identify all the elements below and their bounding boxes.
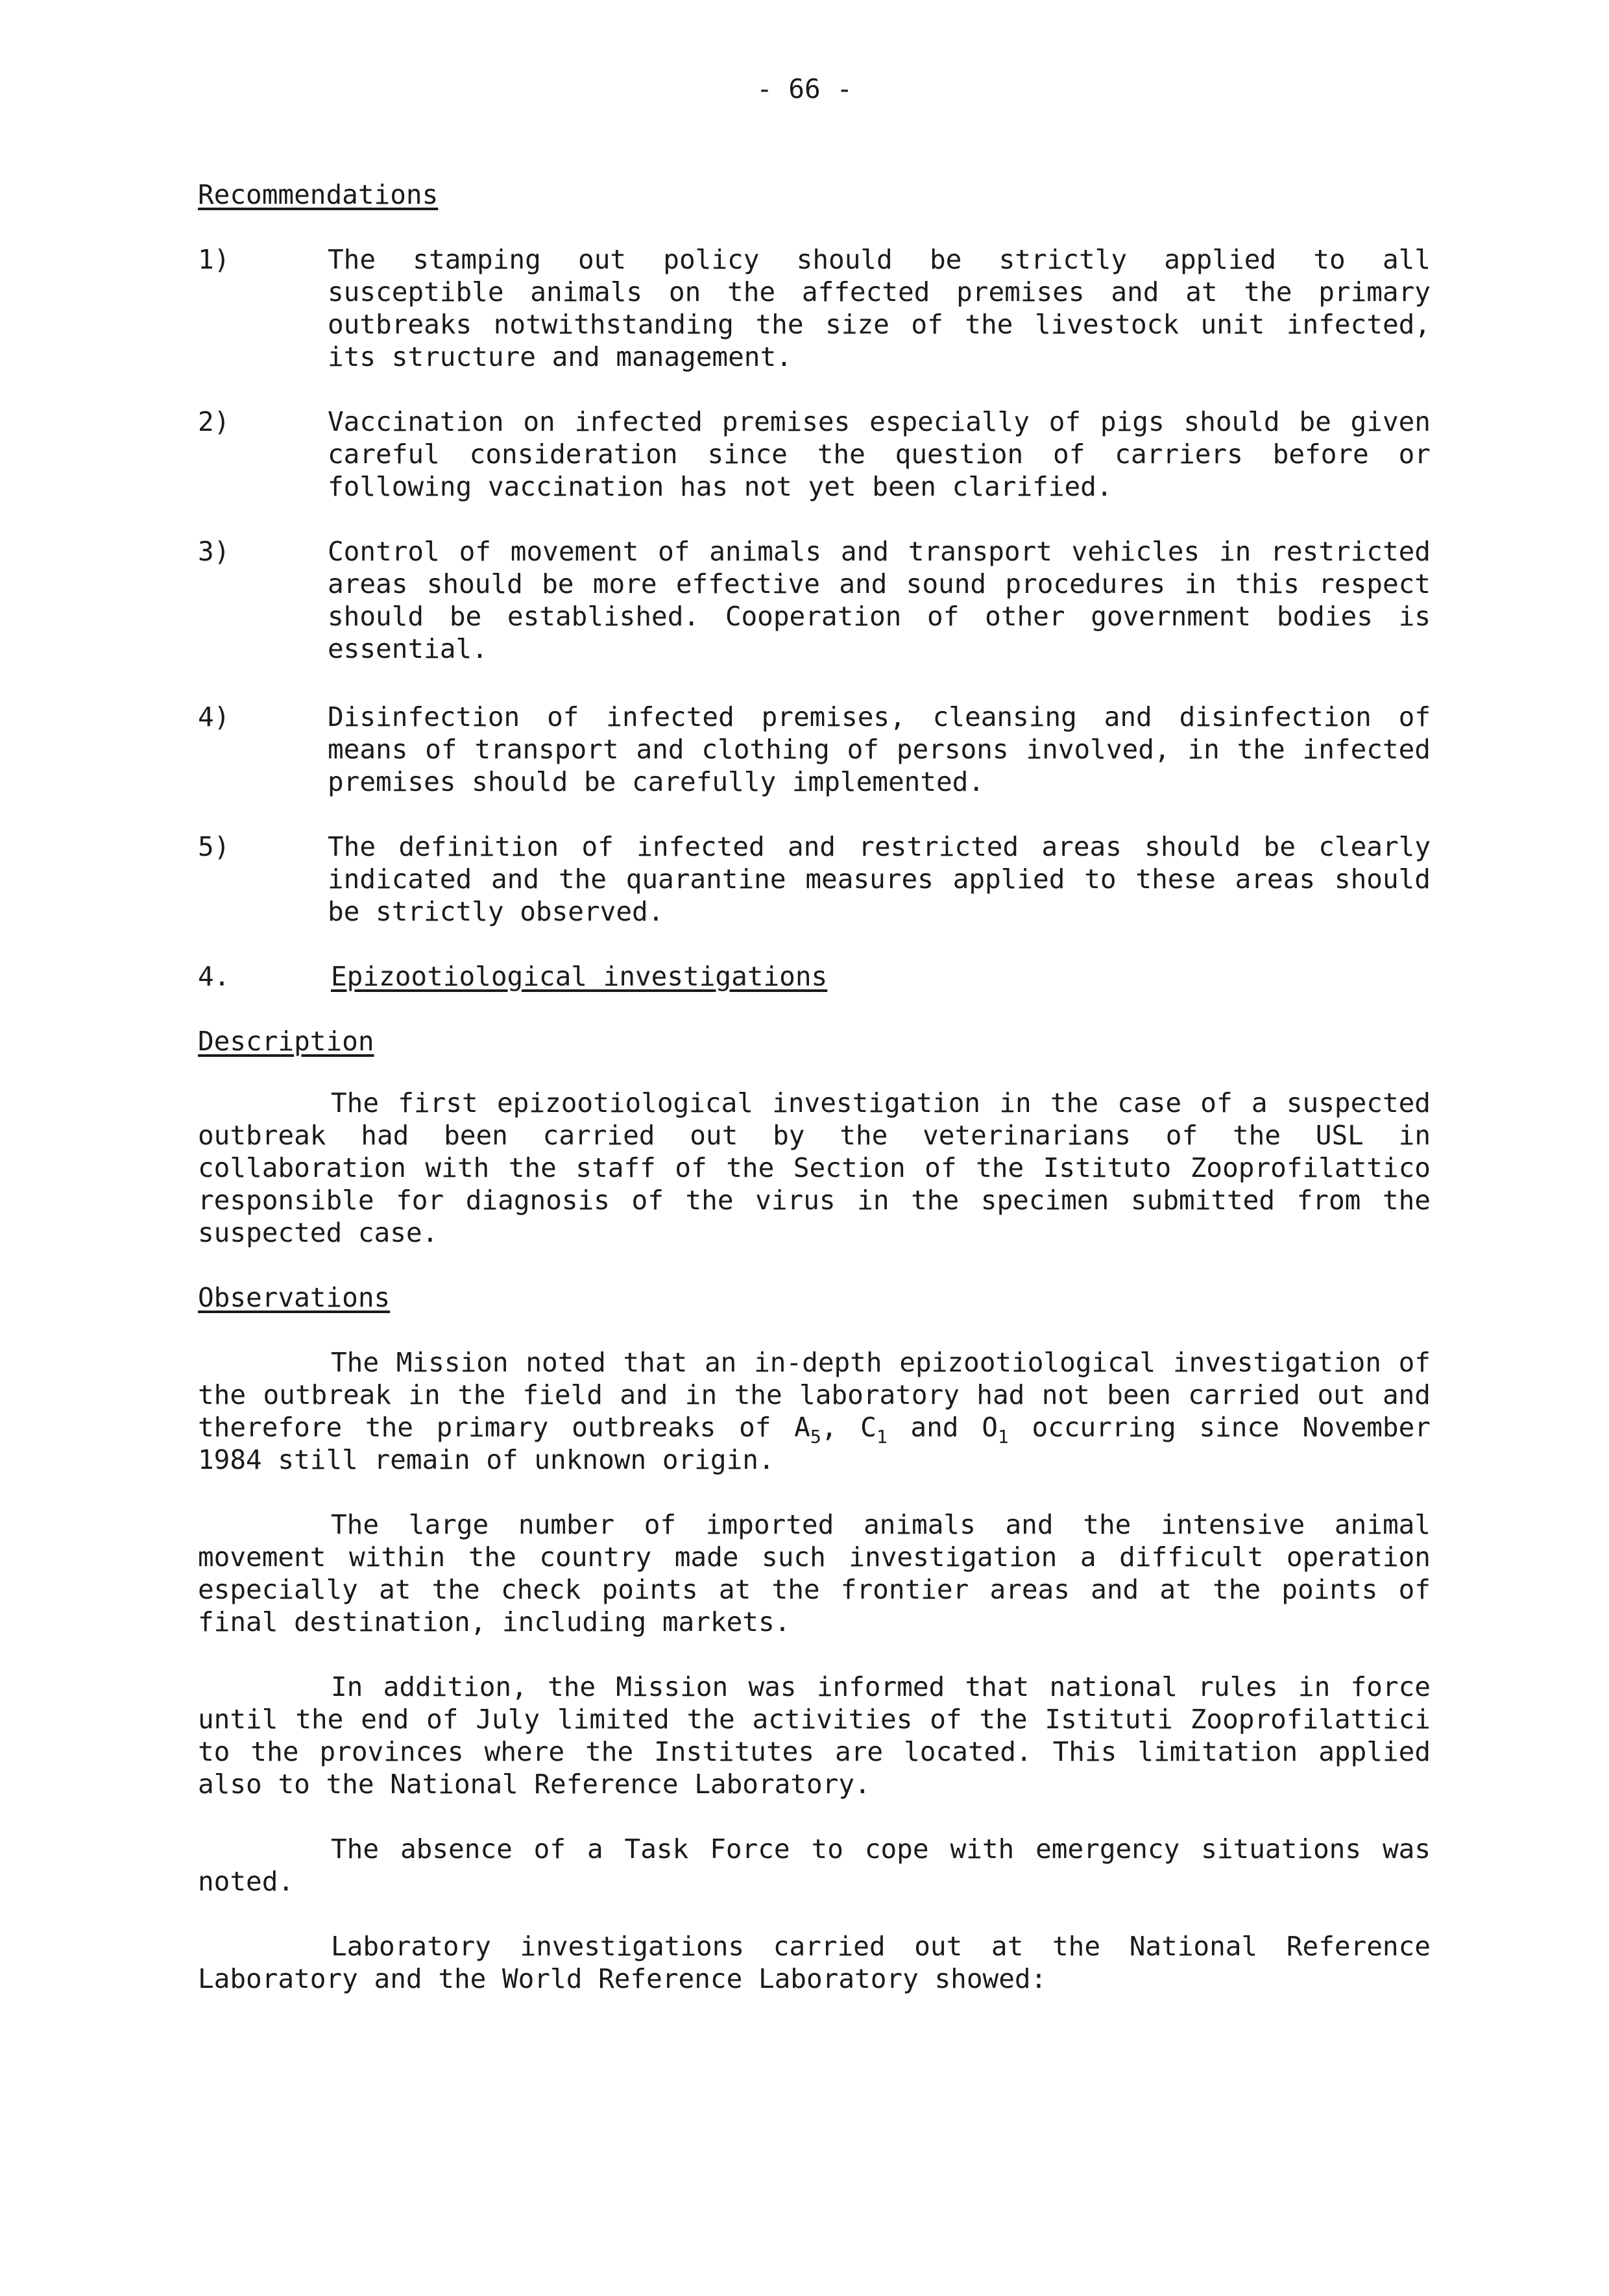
- description-paragraph: The first epizootiological investigation in the case of a suspected outbreak had been carried out by the veterinarians of the USL in collaboration with the staff of the Section of the Istituto Zooprofilattico responsible for diagnosis of the virus in the specimen submitted from the suspected case.: [198, 1087, 1431, 1248]
- description-heading: Description: [198, 1026, 374, 1057]
- observation-paragraph: Laboratory investigations carried out at the National Reference Laboratory and the World Reference Laboratory showed:: [198, 1931, 1431, 1994]
- recommendations-heading: Recommendations: [198, 179, 439, 210]
- recommendation-number: 3): [198, 536, 230, 567]
- observation-paragraph: [198, 1346, 1431, 1476]
- section-number: 4.: [198, 961, 230, 992]
- page-number: - 66 -: [756, 73, 853, 104]
- section-title: Epizootiological investigations: [331, 961, 828, 992]
- recommendation-text: The stamping out policy should be strictly applied to all susceptible animals on the affected premises and at the primary outbreaks notwithstanding the size of the livestock unit infected, its structure and management.: [328, 244, 1431, 372]
- recommendation-number: 1): [198, 244, 230, 275]
- recommendation-text: Control of movement of animals and transport vehicles in restricted areas should be more effective and sound procedures in this respect should be established. Cooperation of other government bodies is essential.: [328, 536, 1431, 664]
- recommendation-number: 5): [198, 831, 230, 862]
- obs-text: The Mission noted that an in-depth epizootiological investigation of the outbreak in the field and in the laboratory had not been carried out and therefore the primary outbreaks of A: [198, 1347, 1431, 1443]
- subscript: 1: [997, 1426, 1009, 1447]
- obs-text: and O: [887, 1412, 998, 1443]
- recommendation-text: Vaccination on infected premises especially of pigs should be given careful consideration since the question of carriers before or following vaccination has not yet been clarified.: [328, 406, 1431, 502]
- observations-heading: Observations: [198, 1282, 391, 1313]
- recommendation-text: Disinfection of infected premises, cleansing and disinfection of means of transport and clothing of persons involved, in the infected premises should be carefully implemented.: [328, 701, 1431, 797]
- obs-text: occurring since November 1984 still remain of unknown origin.: [198, 1412, 1431, 1475]
- recommendation-number: 2): [198, 406, 230, 437]
- subscript: 5: [810, 1426, 821, 1447]
- observation-paragraph: The absence of a Task Force to cope with emergency situations was noted.: [198, 1833, 1431, 1897]
- subscript: 1: [876, 1426, 888, 1447]
- recommendation-text: The definition of infected and restricted areas should be clearly indicated and the quarantine measures applied to these areas should be strictly observed.: [328, 831, 1431, 927]
- observation-paragraph: In addition, the Mission was informed that national rules in force until the end of July limited the activities of the Istituti Zooprofilattici to the provinces where the Institutes are located. This limitation applied also to the National Reference Laboratory.: [198, 1671, 1431, 1800]
- observation-paragraph: The large number of imported animals and the intensive animal movement within the country made such investigation a difficult operation especially at the check points at the frontier areas and at the points of final destination, including markets.: [198, 1509, 1431, 1637]
- recommendation-number: 4): [198, 701, 230, 732]
- obs-text: , C: [821, 1412, 877, 1443]
